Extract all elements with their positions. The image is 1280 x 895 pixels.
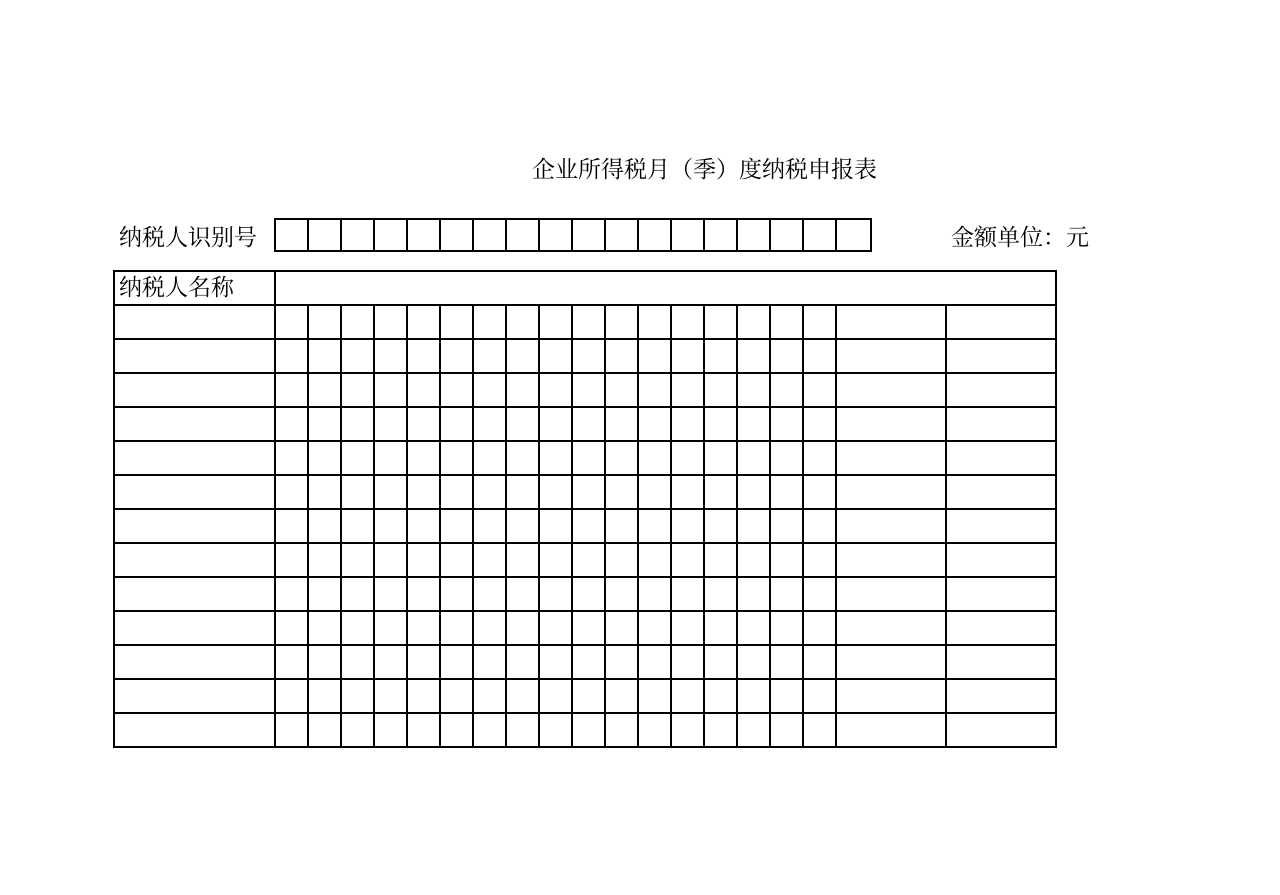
digit-cell[interactable] [803,509,836,543]
digit-cell[interactable] [506,407,539,441]
digit-cell[interactable] [770,509,803,543]
digit-cell[interactable] [737,645,770,679]
digit-cell[interactable] [803,645,836,679]
digit-cell[interactable] [770,543,803,577]
digit-cell[interactable] [803,339,836,373]
digit-cell[interactable] [374,645,407,679]
digit-cell[interactable] [770,373,803,407]
taxpayer-id-digit-box[interactable] [771,220,804,250]
digit-cell[interactable] [803,475,836,509]
digit-cell[interactable] [407,611,440,645]
digit-cell[interactable] [803,577,836,611]
digit-cell[interactable] [737,543,770,577]
row-label-cell[interactable] [114,611,275,645]
digit-cell[interactable] [770,475,803,509]
digit-cell[interactable] [539,441,572,475]
digit-cell[interactable] [770,441,803,475]
taxpayer-id-digit-box[interactable] [474,220,507,250]
table-row [114,407,1056,441]
digit-cell[interactable] [704,679,737,713]
digit-cell[interactable] [341,305,374,339]
digit-cell[interactable] [605,339,638,373]
table-row [114,543,1056,577]
digit-cell[interactable] [572,509,605,543]
digit-cell[interactable] [341,543,374,577]
digit-cell[interactable] [803,441,836,475]
digit-cell[interactable] [539,543,572,577]
digit-cell[interactable] [275,679,308,713]
digit-cell[interactable] [275,611,308,645]
amount-cell[interactable] [836,441,946,475]
digit-cell[interactable] [308,373,341,407]
digit-cell[interactable] [341,679,374,713]
digit-cell[interactable] [407,543,440,577]
digit-cell[interactable] [407,475,440,509]
digit-cell[interactable] [275,339,308,373]
taxpayer-id-digit-box[interactable] [408,220,441,250]
digit-cell[interactable] [440,441,473,475]
digit-cell[interactable] [275,509,308,543]
digit-cell[interactable] [341,611,374,645]
row-label-cell[interactable] [114,373,275,407]
digit-cell[interactable] [539,577,572,611]
amount-cell[interactable] [946,407,1056,441]
digit-cell[interactable] [539,611,572,645]
digit-cell[interactable] [308,543,341,577]
digit-cell[interactable] [572,679,605,713]
digit-cell[interactable] [704,373,737,407]
digit-cell[interactable] [539,509,572,543]
digit-cell[interactable] [308,407,341,441]
digit-cell[interactable] [539,373,572,407]
digit-cell[interactable] [737,475,770,509]
digit-cell[interactable] [572,305,605,339]
digit-cell[interactable] [506,645,539,679]
digit-cell[interactable] [407,713,440,747]
table-row [114,611,1056,645]
amount-cell[interactable] [836,611,946,645]
digit-cell[interactable] [605,713,638,747]
table-row [114,645,1056,679]
digit-cell[interactable] [770,645,803,679]
digit-cell[interactable] [671,373,704,407]
taxpayer-id-digit-box[interactable] [606,220,639,250]
digit-cell[interactable] [407,339,440,373]
digit-cell[interactable] [638,373,671,407]
amount-cell[interactable] [946,441,1056,475]
digit-cell[interactable] [407,509,440,543]
amount-cell[interactable] [946,645,1056,679]
digit-cell[interactable] [473,475,506,509]
digit-cell[interactable] [506,713,539,747]
digit-cell[interactable] [341,509,374,543]
table-row [114,441,1056,475]
amount-cell[interactable] [836,679,946,713]
digit-cell[interactable] [605,611,638,645]
digit-cell[interactable] [275,441,308,475]
digit-cell[interactable] [671,475,704,509]
table-row [114,679,1056,713]
digit-cell[interactable] [308,713,341,747]
digit-cell[interactable] [407,441,440,475]
digit-cell[interactable] [407,373,440,407]
digit-cell[interactable] [605,305,638,339]
digit-cell[interactable] [440,611,473,645]
digit-cell[interactable] [440,407,473,441]
digit-cell[interactable] [605,577,638,611]
digit-cell[interactable] [704,407,737,441]
digit-cell[interactable] [704,577,737,611]
digit-cell[interactable] [473,543,506,577]
form-title: 企业所得税月（季）度纳税申报表 [532,157,877,183]
amount-cell[interactable] [946,611,1056,645]
digit-cell[interactable] [770,407,803,441]
taxpayer-id-digit-box[interactable] [309,220,342,250]
digit-cell[interactable] [671,713,704,747]
digit-cell[interactable] [803,543,836,577]
digit-cell[interactable] [308,475,341,509]
digit-cell[interactable] [638,407,671,441]
digit-cell[interactable] [770,305,803,339]
digit-cell[interactable] [671,611,704,645]
digit-cell[interactable] [374,577,407,611]
digit-cell[interactable] [440,373,473,407]
taxpayer-id-digit-box[interactable] [342,220,375,250]
digit-cell[interactable] [770,339,803,373]
digit-cell[interactable] [605,441,638,475]
amount-unit-label: 金额单位：元 [951,225,1089,251]
amount-cell[interactable] [836,509,946,543]
digit-cell[interactable] [737,373,770,407]
digit-cell[interactable] [308,441,341,475]
digit-cell[interactable] [770,611,803,645]
amount-cell[interactable] [946,339,1056,373]
digit-cell[interactable] [704,475,737,509]
digit-cell[interactable] [605,509,638,543]
digit-cell[interactable] [737,713,770,747]
taxpayer-id-digit-box[interactable] [540,220,573,250]
digit-cell[interactable] [440,577,473,611]
taxpayer-id-label: 纳税人识别号 [119,225,257,251]
taxpayer-id-digit-box[interactable] [837,220,870,250]
digit-cell[interactable] [374,475,407,509]
digit-cell[interactable] [638,645,671,679]
digit-cell[interactable] [341,475,374,509]
digit-cell[interactable] [572,577,605,611]
table-row [114,339,1056,373]
taxpayer-id-digit-box[interactable] [573,220,606,250]
digit-cell[interactable] [308,339,341,373]
amount-cell[interactable] [836,577,946,611]
digit-cell[interactable] [770,713,803,747]
digit-cell[interactable] [506,611,539,645]
digit-cell[interactable] [704,509,737,543]
digit-cell[interactable] [506,441,539,475]
digit-cell[interactable] [539,679,572,713]
digit-cell[interactable] [473,679,506,713]
amount-cell[interactable] [946,475,1056,509]
digit-cell[interactable] [572,611,605,645]
digit-cell[interactable] [605,543,638,577]
taxpayer-name-label: 纳税人名称 [114,271,275,305]
digit-cell[interactable] [275,713,308,747]
digit-cell[interactable] [440,339,473,373]
digit-cell[interactable] [605,407,638,441]
digit-cell[interactable] [671,509,704,543]
digit-cell[interactable] [737,441,770,475]
amount-cell[interactable] [946,509,1056,543]
amount-cell[interactable] [836,543,946,577]
digit-cell[interactable] [638,577,671,611]
digit-cell[interactable] [671,441,704,475]
digit-cell[interactable] [572,441,605,475]
digit-cell[interactable] [539,305,572,339]
row-label-cell[interactable] [114,577,275,611]
table-row [114,713,1056,747]
amount-cell[interactable] [946,679,1056,713]
taxpayer-id-digit-box[interactable] [276,220,309,250]
amount-cell[interactable] [946,577,1056,611]
digit-cell[interactable] [440,679,473,713]
digit-cell[interactable] [605,475,638,509]
declaration-table [113,270,1057,748]
amount-cell[interactable] [836,475,946,509]
digit-cell[interactable] [440,543,473,577]
digit-cell[interactable] [770,679,803,713]
digit-cell[interactable] [275,305,308,339]
digit-cell[interactable] [638,509,671,543]
digit-cell[interactable] [539,645,572,679]
amount-cell[interactable] [946,305,1056,339]
digit-cell[interactable] [704,543,737,577]
digit-cell[interactable] [539,475,572,509]
digit-cell[interactable] [638,679,671,713]
digit-cell[interactable] [671,407,704,441]
digit-cell[interactable] [308,577,341,611]
digit-cell[interactable] [605,679,638,713]
row-label-cell[interactable] [114,475,275,509]
row-label-cell[interactable] [114,713,275,747]
digit-cell[interactable] [638,611,671,645]
table-row [114,475,1056,509]
digit-cell[interactable] [407,577,440,611]
digit-cell[interactable] [407,305,440,339]
row-label-cell[interactable] [114,305,275,339]
digit-cell[interactable] [473,611,506,645]
row-label-cell[interactable] [114,509,275,543]
table-row [114,305,1056,339]
amount-cell[interactable] [946,543,1056,577]
row-label-cell[interactable] [114,679,275,713]
digit-cell[interactable] [770,577,803,611]
digit-cell[interactable] [737,611,770,645]
digit-cell[interactable] [737,509,770,543]
digit-cell[interactable] [506,679,539,713]
digit-cell[interactable] [803,305,836,339]
digit-cell[interactable] [704,645,737,679]
digit-cell[interactable] [638,339,671,373]
digit-cell[interactable] [440,713,473,747]
amount-cell[interactable] [836,339,946,373]
digit-cell[interactable] [638,475,671,509]
digit-cell[interactable] [374,407,407,441]
digit-cell[interactable] [605,373,638,407]
digit-cell[interactable] [308,679,341,713]
digit-cell[interactable] [275,645,308,679]
digit-cell[interactable] [341,373,374,407]
digit-cell[interactable] [539,713,572,747]
digit-cell[interactable] [737,577,770,611]
digit-cell[interactable] [572,339,605,373]
digit-cell[interactable] [473,305,506,339]
digit-cell[interactable] [374,305,407,339]
taxpayer-id-digit-box[interactable] [375,220,408,250]
digit-cell[interactable] [671,339,704,373]
amount-cell[interactable] [836,305,946,339]
digit-cell[interactable] [506,577,539,611]
digit-cell[interactable] [440,645,473,679]
digit-cell[interactable] [341,713,374,747]
digit-cell[interactable] [374,441,407,475]
digit-cell[interactable] [572,407,605,441]
digit-cell[interactable] [473,577,506,611]
digit-cell[interactable] [704,339,737,373]
table-row [114,577,1056,611]
digit-cell[interactable] [671,577,704,611]
digit-cell[interactable] [374,509,407,543]
digit-cell[interactable] [275,407,308,441]
digit-cell[interactable] [440,305,473,339]
digit-cell[interactable] [506,305,539,339]
digit-cell[interactable] [638,713,671,747]
digit-cell[interactable] [671,305,704,339]
row-label-cell[interactable] [114,543,275,577]
digit-cell[interactable] [638,305,671,339]
digit-cell[interactable] [572,645,605,679]
digit-cell[interactable] [803,679,836,713]
digit-cell[interactable] [440,475,473,509]
digit-cell[interactable] [275,577,308,611]
digit-cell[interactable] [341,441,374,475]
digit-cell[interactable] [572,543,605,577]
digit-cell[interactable] [374,611,407,645]
digit-cell[interactable] [506,543,539,577]
digit-cell[interactable] [671,543,704,577]
row-label-cell[interactable] [114,645,275,679]
digit-cell[interactable] [539,407,572,441]
digit-cell[interactable] [638,441,671,475]
digit-cell[interactable] [308,509,341,543]
digit-cell[interactable] [737,407,770,441]
digit-cell[interactable] [308,645,341,679]
amount-cell[interactable] [836,645,946,679]
taxpayer-id-digit-box[interactable] [441,220,474,250]
digit-cell[interactable] [275,475,308,509]
digit-cell[interactable] [737,679,770,713]
digit-cell[interactable] [605,645,638,679]
digit-cell[interactable] [374,543,407,577]
taxpayer-id-digit-box[interactable] [705,220,738,250]
amount-cell[interactable] [836,373,946,407]
digit-cell[interactable] [407,407,440,441]
digit-cell[interactable] [308,611,341,645]
digit-cell[interactable] [803,407,836,441]
digit-cell[interactable] [803,713,836,747]
digit-cell[interactable] [407,645,440,679]
digit-cell[interactable] [341,577,374,611]
row-label-cell[interactable] [114,407,275,441]
digit-cell[interactable] [572,475,605,509]
digit-cell[interactable] [308,305,341,339]
digit-cell[interactable] [473,441,506,475]
table-row [114,509,1056,543]
digit-cell[interactable] [506,339,539,373]
digit-cell[interactable] [440,509,473,543]
digit-cell[interactable] [671,679,704,713]
digit-cell[interactable] [473,645,506,679]
digit-cell[interactable] [473,407,506,441]
digit-cell[interactable] [473,373,506,407]
digit-cell[interactable] [638,543,671,577]
digit-cell[interactable] [506,509,539,543]
digit-cell[interactable] [473,713,506,747]
digit-cell[interactable] [539,339,572,373]
taxpayer-id-digit-box[interactable] [738,220,771,250]
row-label-cell[interactable] [114,441,275,475]
digit-cell[interactable] [473,509,506,543]
digit-cell[interactable] [341,339,374,373]
digit-cell[interactable] [374,339,407,373]
amount-cell[interactable] [836,713,946,747]
taxpayer-name-row [114,271,1056,305]
amount-cell[interactable] [836,407,946,441]
digit-cell[interactable] [572,373,605,407]
digit-cell[interactable] [407,679,440,713]
digit-cell[interactable] [341,407,374,441]
table-row [114,373,1056,407]
amount-cell[interactable] [946,713,1056,747]
digit-cell[interactable] [803,611,836,645]
digit-cell[interactable] [737,305,770,339]
digit-cell[interactable] [506,373,539,407]
digit-cell[interactable] [275,373,308,407]
amount-cell[interactable] [946,373,1056,407]
digit-cell[interactable] [803,373,836,407]
taxpayer-id-input-boxes [274,218,872,252]
digit-cell[interactable] [341,645,374,679]
taxpayer-id-digit-box[interactable] [639,220,672,250]
taxpayer-id-digit-box[interactable] [507,220,540,250]
digit-cell[interactable] [374,373,407,407]
digit-cell[interactable] [275,543,308,577]
digit-cell[interactable] [704,713,737,747]
digit-cell[interactable] [704,305,737,339]
taxpayer-id-digit-box[interactable] [804,220,837,250]
digit-cell[interactable] [374,679,407,713]
digit-cell[interactable] [506,475,539,509]
taxpayer-id-digit-box[interactable] [672,220,705,250]
digit-cell[interactable] [737,339,770,373]
digit-cell[interactable] [704,611,737,645]
digit-cell[interactable] [704,441,737,475]
digit-cell[interactable] [374,713,407,747]
digit-cell[interactable] [473,339,506,373]
digit-cell[interactable] [572,713,605,747]
taxpayer-name-field[interactable] [275,271,1056,305]
row-label-cell[interactable] [114,339,275,373]
digit-cell[interactable] [671,645,704,679]
